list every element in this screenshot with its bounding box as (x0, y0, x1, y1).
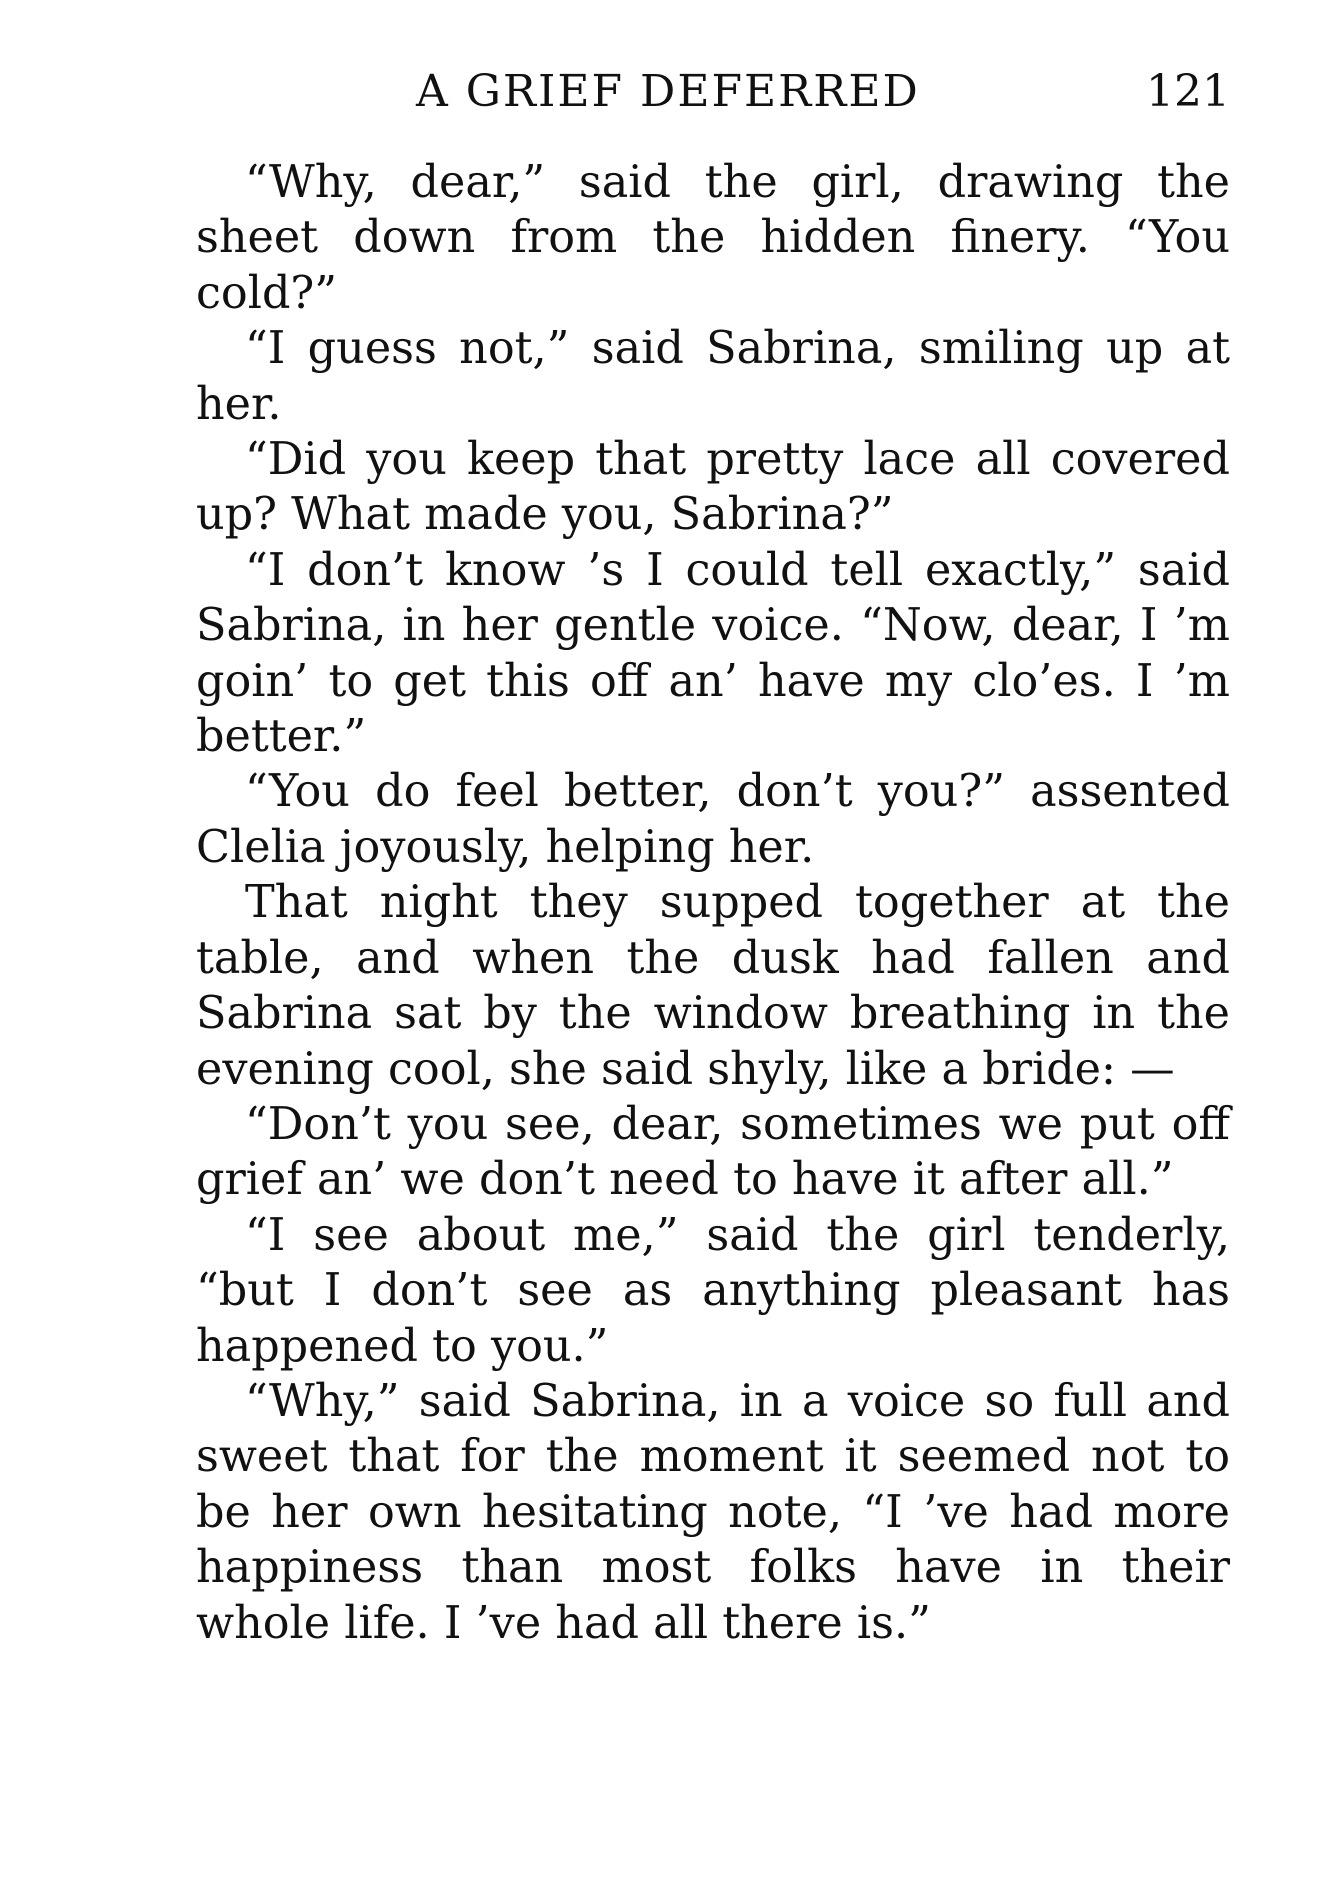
running-title: A GRIEF DEFERRED (416, 66, 920, 117)
page-number: 121 (1146, 66, 1230, 117)
paragraph: “Don’t you see, dear, sometimes we put off grief an’ we don’t need to have it after all.” (196, 1098, 1230, 1206)
paragraph: “I guess not,” said Sabrina, smiling up at her. (196, 323, 1230, 430)
paragraph: “Why,” said Sabrina, in a voice so full and sweet that for the moment it seemed not to be her own hesitating note, “I ’ve had more happiness than most folks have in their whole life. I ’ve had all there is.” (196, 1375, 1230, 1649)
paragraph: “I see about me,” said the girl tenderly, “but I don’t see as anything pleasant has happened to you.” (196, 1209, 1230, 1372)
paragraph: “Did you keep that pretty lace all covered up? What made you, Sabrina?” (196, 434, 1230, 541)
paragraph: “You do feel better, don’t you?” assented Clelia joyously, helping her. (196, 766, 1230, 873)
paragraph: That night they supped together at the table, and when the dusk had fallen and Sabrina sat by the window breathing in the evening cool, she said shyly, like a bride: — (196, 877, 1230, 1095)
paragraph: “I don’t know ’s I could tell exactly,” said Sabrina, in her gentle voice. “Now, dear, I ’m goin’ to get this off an’ have my clo’es. I ’m better.” (196, 544, 1230, 763)
running-header (196, 66, 1230, 126)
body-text (196, 155, 1230, 1651)
paragraph: “Why, dear,” said the girl, drawing the sheet down from the hidden finery. “You cold?” (196, 157, 1230, 319)
